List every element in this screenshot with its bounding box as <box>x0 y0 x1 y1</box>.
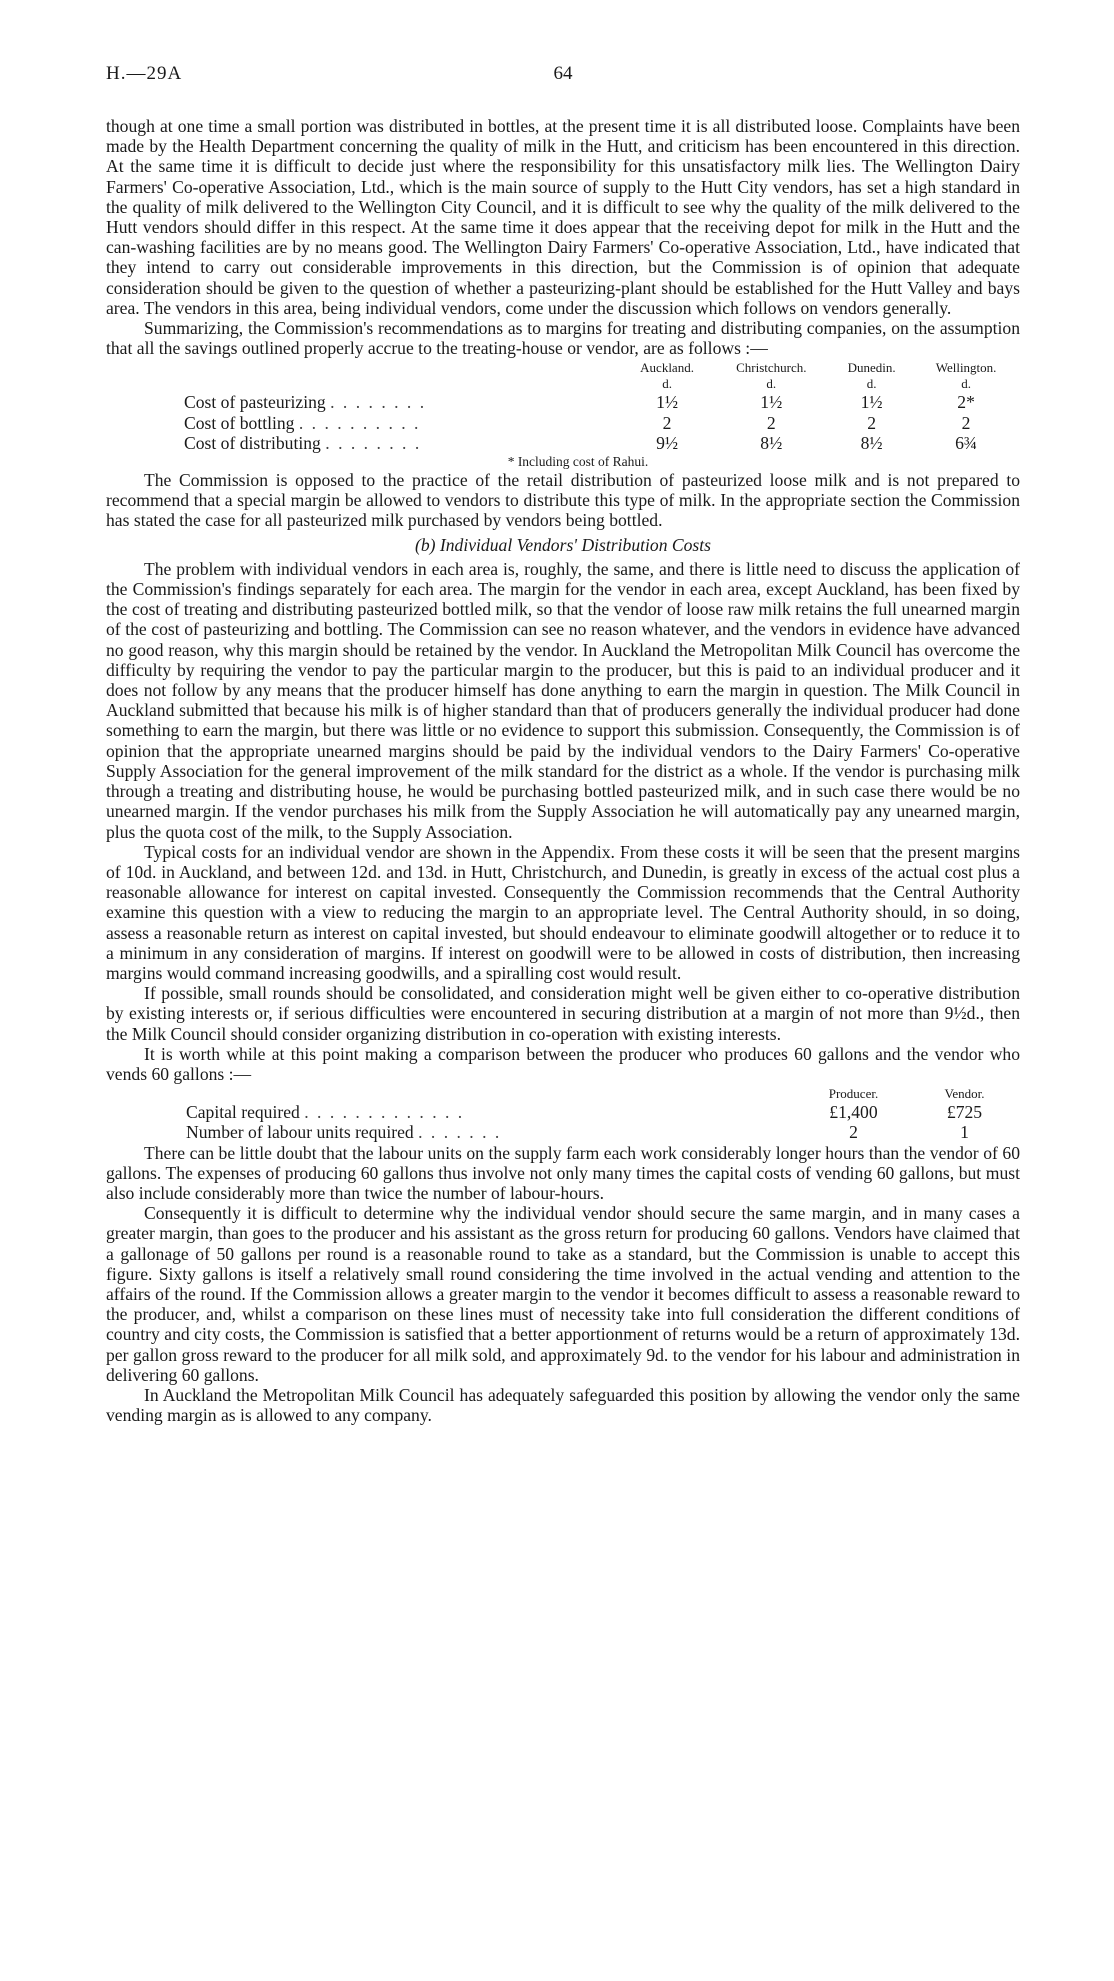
row-label: Cost of bottling <box>184 412 295 433</box>
unit-label: d. <box>961 376 971 392</box>
table-footnote: * Including cost of Rahui. <box>507 454 649 470</box>
paragraph-margin-apportionment: Consequently it is difficult to determine why the individual vendor should secure the same margin, and in many cases a greater margin, than goes to the producer and his assistant as the gross return for producing 60 gallons. Vendors have claimed that a gallonage of 50 gallons per round is a reasonable round to take as a standard, but the Commission is unable to accept this figure. Sixty gallons is itself a relatively small round considering the time involved in the actual vending and attention to the affairs of the round. If the Commission allows a greater margin to the vendor it becomes difficult to assess a reasonable reward to the producer, and, whilst a comparison on these lines must of necessity take into full consideration the different conditions of country and city costs, the Commission is satisfied that a better apportionment of returns would be a return of approximately 13d. per gallon gross reward to the producer for all milk sold, and approximately 9d. to the vendor for his labour and administration in delivering 60 gallons. <box>106 1203 1020 1385</box>
table-cell: 1½ <box>656 392 679 413</box>
paragraph-hutt-milk: though at one time a small portion was distributed in bottles, at the present time it is all distributed loose. Complaints have been made by the Health Department concerning the quality of milk in the Hutt, and criticism has been encountered in this direction. At the same time it is difficult to decide just where the responsibility for this unsatisfactory milk lies. The Wellington Dairy Farmers' Co-operative Association, Ltd., which is the main source of supply to the Hutt City vendors, has set a high standard in the quality of milk delivered to the Wellington City Council, and it is difficult to see why the quality of the milk delivered to the Hutt vendors should differ in this respect. At the same time it does appear that the receiving depot for milk in the Hutt and the can-washing facilities are by no means good. The Wellington Dairy Farmers' Co-operative Association, Ltd., have indicated that they intend to carry out considerable improvements in this direction, but the Commission is of opinion that adequate consideration should be given to the question of whether a pasteurizing-plant should be established for the Hutt Valley and bays area. The vendors in this area, being individual vendors, come under the discussion which follows on vendors generally. <box>106 116 1020 318</box>
table-cell: 6¾ <box>955 432 978 453</box>
table-cell: 2 <box>961 412 971 433</box>
column-header: Wellington. <box>935 360 997 376</box>
page-number: 64 <box>553 63 573 84</box>
column-header: Producer. <box>828 1086 879 1102</box>
paragraph-small-rounds: If possible, small rounds should be consolidated, and consideration might well be given either to co-operative distribution by existing interests or, if serious difficulties were encountered in securing distribution at a margin of not more than 9½d., then the Milk Council should consider organizing distribution in co-operation with existing interests. <box>106 983 1020 1044</box>
paragraph-loose-milk: The Commission is opposed to the practice of the retail distribution of pasteurized loose milk and is not prepared to recommend that a special margin be allowed to vendors to distribute this type of milk. In the appropriate section the Commission has stated the case for all pasteurized milk purchased by vendors being bottled. <box>106 470 1020 531</box>
table-cell: 2* <box>957 392 975 413</box>
table-row: Cost of distributing . . . . . . . . 9½ 8½ 8½ 6¾ <box>106 433 1020 453</box>
table-cell: 2 <box>766 412 776 433</box>
table-row: Cost of pasteurizing . . . . . . . . 1½ 1½ 1½ 2* <box>106 392 1020 412</box>
table-cell: 2 <box>849 1122 858 1143</box>
paragraph-typical-costs: Typical costs for an individual vendor are shown in the Appendix. From these costs it will be seen that the present margins of 10d. in Auckland, and between 12d. and 13d. in Hutt, Christchurch, and Dunedin, is greatly in excess of the actual cost plus a reasonable allowance for interest on capital invested. Consequently the Commission recommends that the Central Authority examine this question with a view to reducing the margin to an appropriate level. The Central Authority should, in so doing, assess a reasonable return as interest on capital invested, but should endeavour to eliminate goodwill altogether or to reduce it to a minimum in any consideration of margins. If interest on goodwill were to be allowed in costs of distribution, then increasing margins would command increasing goodwills, and a spiralling cost would result. <box>106 841 1020 983</box>
table-cell: 2 <box>867 412 877 433</box>
row-label: Number of labour units required <box>186 1122 414 1143</box>
comparison-table-header <box>106 1086 1020 1102</box>
table-cell: 8½ <box>860 432 883 453</box>
column-header: Auckland. <box>640 360 694 376</box>
table-row: Number of labour units required . . . . . . . 2 1 <box>106 1122 1020 1142</box>
paragraph-auckland-council: In Auckland the Metropolitan Milk Council has adequately safeguarded this position by allowing the vendor only the same vending margin as is allowed to any company. <box>106 1384 1020 1426</box>
report-code: H.—29A <box>106 63 183 84</box>
section-heading: (b) Individual Vendors' Distribution Costs <box>414 534 712 555</box>
paragraph-labour-units: There can be little doubt that the labour units on the supply farm each work considerably longer hours than the vendor of 60 gallons. The expenses of producing 60 gallons thus involve not only many times the capital costs of vending 60 gallons, but must also include considerably more than twice the number of labour-hours. <box>106 1142 1020 1203</box>
margins-table-header <box>106 360 1020 376</box>
margins-table-units <box>106 376 1020 392</box>
margins-table <box>106 360 1020 453</box>
table-cell: 8½ <box>760 432 783 453</box>
column-header: Vendor. <box>944 1086 985 1102</box>
row-label: Cost of pasteurizing <box>184 392 326 413</box>
table-cell: £1,400 <box>829 1102 878 1123</box>
table-cell: 9½ <box>656 432 679 453</box>
paragraph-summarizing: Summarizing, the Commission's recommendations as to margins for treating and distributing companies, on the assumption that all the savings outlined properly accrue to the treating-house or vendor, are as follows :— <box>106 318 1020 359</box>
unit-label: d. <box>766 376 777 392</box>
column-header: Christchurch. <box>736 360 807 376</box>
table-cell: 1 <box>960 1122 969 1143</box>
row-label: Cost of distributing <box>184 432 321 453</box>
table-row: Capital required . . . . . . . . . . . . . £1,400 £725 <box>106 1102 1020 1122</box>
comparison-table <box>106 1086 1020 1142</box>
unit-label: d. <box>662 376 672 392</box>
row-label: Capital required <box>186 1102 300 1123</box>
table-cell: £725 <box>946 1102 983 1123</box>
page-header <box>106 64 1020 88</box>
document-body <box>106 116 1020 1425</box>
table-row: Cost of bottling . . . . . . . . . . 2 2 2 2 <box>106 413 1020 433</box>
column-header: Dunedin. <box>847 360 896 376</box>
table-cell: 1½ <box>760 392 783 413</box>
paragraph-comparison-intro: It is worth while at this point making a comparison between the producer who produces 60 gallons and the vendor who vends 60 gallons :— <box>106 1043 1020 1084</box>
table-cell: 1½ <box>860 392 883 413</box>
table-cell: 2 <box>662 412 672 433</box>
paragraph-individual-vendors: The problem with individual vendors in each area is, roughly, the same, and there is little need to discuss the application of the Commission's findings separately for each area. The margin for the vendor in each area, except Auckland, has been fixed by the cost of treating and distributing pasteurized bottled milk, so that the vendor of loose raw milk retains the full unearned margin of the cost of pasteurizing and bottling. The Commission can see no reason whatever, and the vendors in evidence have advanced no good reason, why this margin should be retained by the vendor. In Auckland the Metropolitan Milk Council has overcome the difficulty by requiring the vendor to pay the particular margin to the producer, but this is paid to an individual producer and it does not follow by any means that the producer himself has done anything to earn the margin in question. The Milk Council in Auckland submitted that because his milk is of higher standard than that of producers generally the individual producer had done something to earn the margin, but there was little or no evidence to support this submission. Consequently, the Commission is of opinion that the appropriate unearned margins should be paid by the individual vendors to the Dairy Farmers' Co-operative Supply Association for the general improvement of the milk standard for the district as a whole. If the vendor is purchasing milk through a treating and distributing house, he would be purchasing bottled pasteurized milk, and in such case there would be no unearned margin. If the vendor purchases his milk from the Supply Association he will automatically pay any unearned margin, plus the quota cost of the milk, to the Supply Association. <box>106 558 1020 842</box>
unit-label: d. <box>866 376 877 392</box>
